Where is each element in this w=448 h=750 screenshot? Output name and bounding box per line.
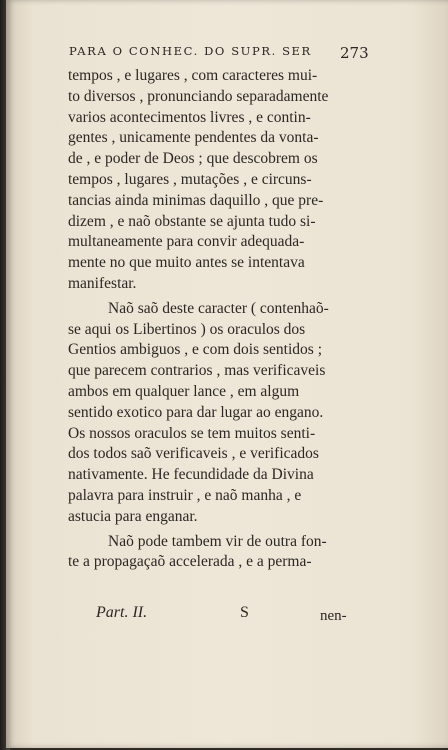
text-line: manifestar. xyxy=(68,274,137,292)
text-line: sentido exotico para dar lugar ao engano. xyxy=(68,403,324,421)
page xyxy=(6,0,448,748)
text-line: ambos em qualquer lance , em algum xyxy=(68,382,300,400)
page-footer xyxy=(68,604,368,628)
text-line: Gentios ambiguos , e com dois sentidos ; xyxy=(68,341,323,359)
running-head: PARA O CONHEC. DO SUPR. SER xyxy=(69,44,312,58)
body-text xyxy=(68,66,368,573)
text-line: varios acontecimentos livres , e contin- xyxy=(68,108,311,126)
text-line: tancias ainda minimas daquillo , que pre- xyxy=(68,191,324,209)
text-line: se aqui os Libertinos ) os oraculos dos xyxy=(68,320,306,338)
page-number: 273 xyxy=(340,44,369,62)
text-line: mente no que muito antes se intentava xyxy=(68,254,305,272)
text-line: palavra para instruir , e naõ manha , e xyxy=(68,486,302,504)
paragraph-first-line: Naõ pode tambem vir de outra fon- xyxy=(108,532,327,550)
text-line: to diversos , pronunciando separadamente xyxy=(68,87,329,105)
text-line: tempos , lugares , mutações , e circuns- xyxy=(68,170,312,188)
catchword: nen- xyxy=(320,608,347,624)
signature-mark: Part. II. xyxy=(96,604,148,621)
text-line: de , e poder de Deos ; que descobrem os xyxy=(68,150,318,168)
text-line: te a propagaçaõ accelerada , e a perma- xyxy=(68,553,312,571)
gathering-letter: S xyxy=(240,604,249,621)
paragraph-first-line: Naõ saõ deste caracter ( contenhaõ- xyxy=(108,299,329,317)
text-line: nativamente. He fecundidade da Divina xyxy=(68,466,314,484)
text-line: astucia para enganar. xyxy=(68,507,198,525)
text-line: tempos , e lugares , com caracteres mui- xyxy=(68,67,318,84)
text-line: que parecem contrarios , mas verificaveis xyxy=(68,362,326,380)
text-line: multaneamente para convir adequada- xyxy=(68,233,305,251)
text-line: Os nossos oraculos se tem muitos senti- xyxy=(68,424,316,442)
text-line: dizem , e naõ obstante se ajunta tudo si- xyxy=(68,212,316,230)
text-line: dos todos saõ verificaveis , e verificados xyxy=(68,445,319,463)
text-line: gentes , unicamente pendentes da vonta- xyxy=(68,129,319,147)
